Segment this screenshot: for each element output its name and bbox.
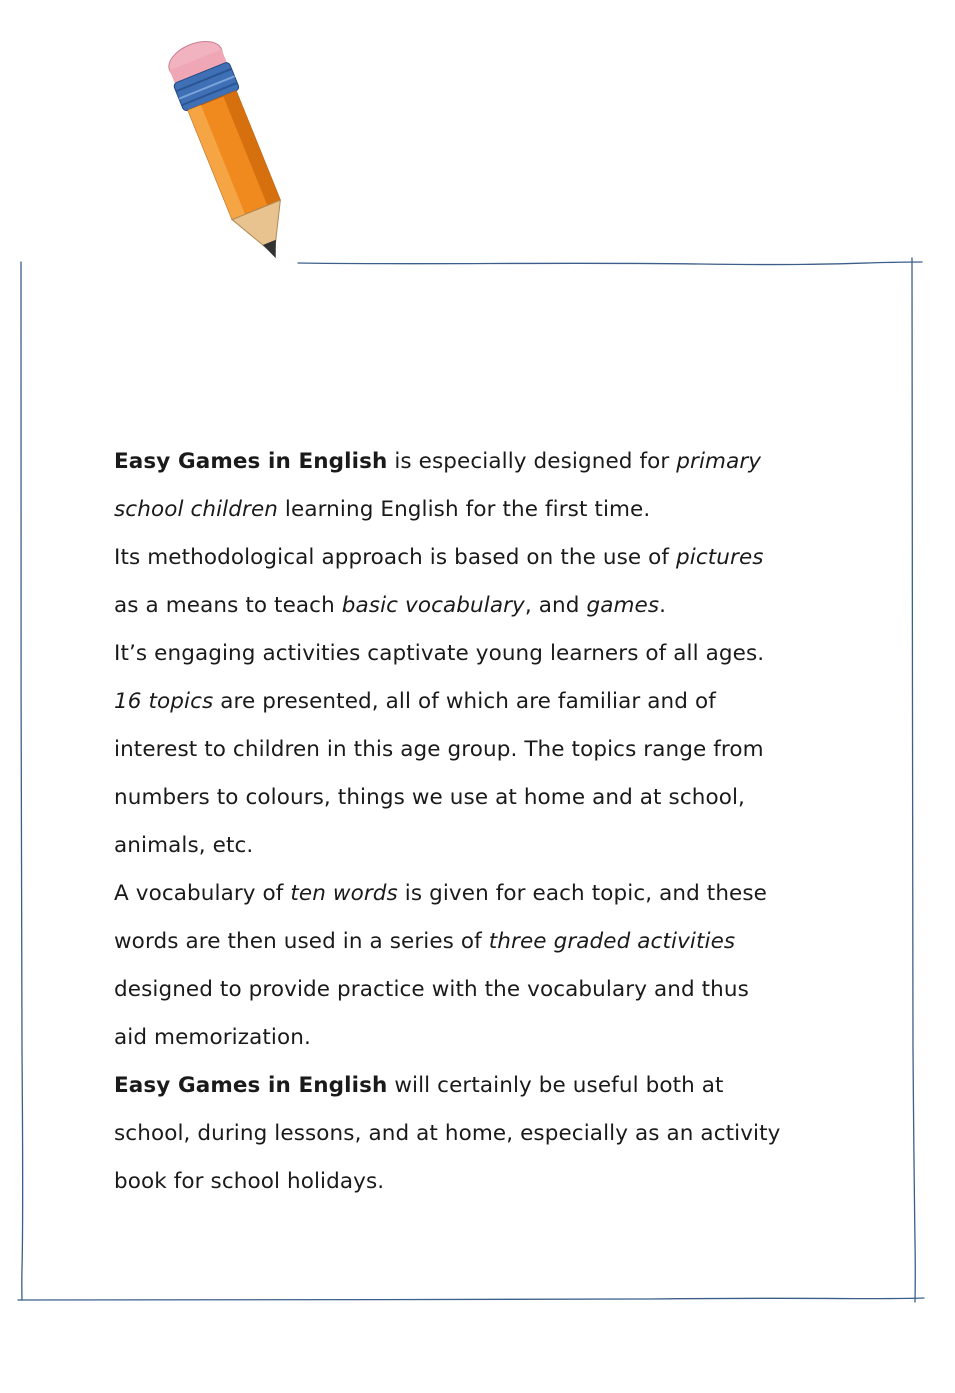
- text-segment: interest to children in this age group. The topics range from: [114, 737, 764, 762]
- text-segment: games: [586, 593, 660, 618]
- text-segment: ten words: [290, 881, 398, 906]
- text-segment: three graded activities: [488, 929, 736, 954]
- text-line: [114, 774, 834, 822]
- book-title-text: Easy Games in English: [114, 449, 388, 474]
- text-line: [114, 918, 834, 966]
- text-segment: basic vocabulary: [341, 593, 525, 618]
- text-line: [114, 1062, 834, 1110]
- text-segment: 16 topics: [114, 689, 214, 714]
- text-line: [114, 678, 834, 726]
- text-segment: words are then used in a series of: [114, 929, 489, 954]
- intro-text-block: [114, 438, 834, 1206]
- text-segment: aid memorization.: [114, 1025, 311, 1050]
- text-segment: is given for each topic, and these: [397, 881, 768, 906]
- text-segment: will certainly be useful both at: [387, 1073, 724, 1098]
- text-line: [114, 1110, 834, 1158]
- text-segment: .: [659, 593, 667, 618]
- text-segment: pictures: [676, 545, 764, 570]
- book-title-text: Easy Games in English: [114, 1073, 388, 1098]
- text-line: [114, 1158, 834, 1206]
- text-segment: school children: [114, 497, 278, 522]
- text-segment: are presented, all of which are familiar and of: [213, 689, 716, 714]
- text-line: [114, 822, 834, 870]
- text-segment: animals, etc.: [114, 833, 254, 858]
- text-line: [114, 534, 834, 582]
- text-segment: as a means to teach: [114, 593, 342, 618]
- text-segment: learning English for the first time.: [278, 497, 651, 522]
- text-segment: is especially designed for: [387, 449, 677, 474]
- text-segment: , and: [524, 593, 587, 618]
- text-line: [114, 630, 834, 678]
- text-line: [114, 870, 834, 918]
- text-segment: It’s engaging activities captivate young learners of all ages.: [114, 641, 765, 666]
- text-line: [114, 582, 834, 630]
- text-segment: primary: [676, 449, 762, 474]
- text-segment: school, during lessons, and at home, especially as an activity: [114, 1121, 781, 1146]
- text-line: [114, 1014, 834, 1062]
- pencil-icon: [150, 15, 310, 275]
- text-segment: A vocabulary of: [114, 881, 291, 906]
- text-segment: Its methodological approach is based on the use of: [114, 545, 677, 570]
- text-line: [114, 438, 834, 486]
- text-segment: numbers to colours, things we use at home and at school,: [114, 785, 745, 810]
- text-segment: book for school holidays.: [114, 1169, 385, 1194]
- text-line: [114, 486, 834, 534]
- text-line: [114, 726, 834, 774]
- text-segment: designed to provide practice with the vocabulary and thus: [114, 977, 749, 1002]
- text-line: [114, 966, 834, 1014]
